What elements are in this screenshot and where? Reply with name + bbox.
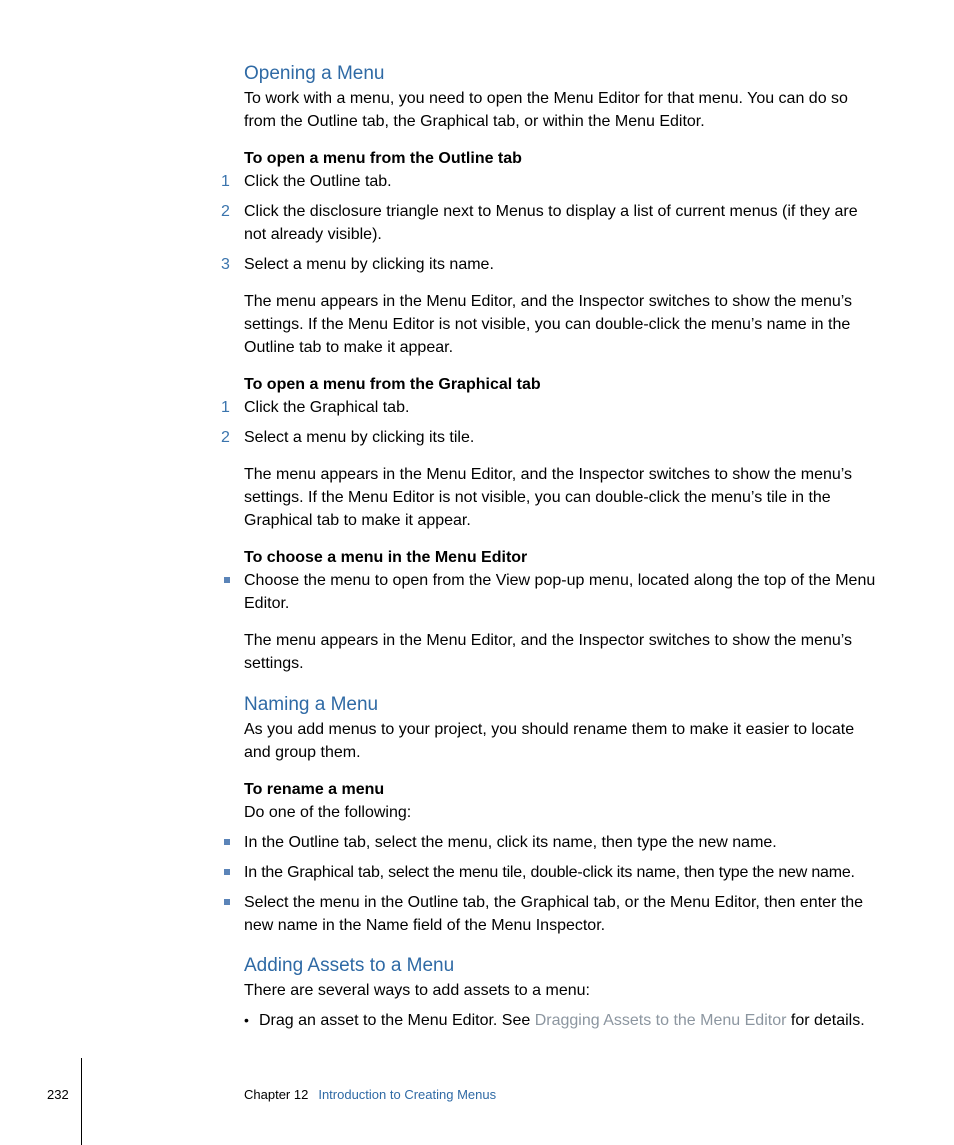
step-text: Select a menu by clicking its name.	[244, 256, 494, 273]
graphical-result: The menu appears in the Menu Editor, and the Inspector switches to show the menu’s settings. If the Menu Editor is not visible, you can double-click the menu’s tile in the Graphical tab to make it appear.	[244, 466, 853, 529]
subheading-rename: To rename a menu	[244, 781, 385, 798]
step-number: 3	[221, 256, 230, 273]
bullet-square-icon	[224, 869, 230, 875]
step-text: Click the Graphical tab.	[244, 399, 410, 416]
dragging-assets-link[interactable]: Dragging Assets to the Menu Editor	[534, 1012, 787, 1029]
assets-bullet-pre: Drag an asset to the Menu Editor. See	[259, 1012, 535, 1029]
step-text: Click the Outline tab.	[244, 173, 392, 190]
assets-bullet	[259, 1009, 865, 1032]
page-number: 232	[47, 1087, 69, 1102]
rename-lead: Do one of the following:	[244, 804, 412, 821]
step-text: Select a menu by clicking its tile.	[244, 429, 475, 446]
subheading-editor: To choose a menu in the Menu Editor	[244, 549, 528, 566]
outline-result: The menu appears in the Menu Editor, and the Inspector switches to show the menu’s settings. If the Menu Editor is not visible, you can double-click the menu’s name in the Outline tab to make it appear.	[244, 293, 853, 356]
assets-intro: There are several ways to add assets to a menu:	[244, 982, 590, 999]
subheading-graphical: To open a menu from the Graphical tab	[244, 376, 541, 393]
naming-intro: As you add menus to your project, you should rename them to make it easier to locate and group them.	[244, 721, 855, 761]
bullet-text: Select the menu in the Outline tab, the Graphical tab, or the Menu Editor, then enter the new name in the Name field of the Menu Inspector.	[244, 894, 864, 934]
opening-intro: To work with a menu, you need to open the Menu Editor for that menu. You can do so from the Outline tab, the Graphical tab, or within the Menu Editor.	[244, 90, 848, 130]
editor-result: The menu appears in the Menu Editor, and the Inspector switches to show the menu’s settings.	[244, 632, 853, 672]
bullet-text: In the Graphical tab, select the menu tile, double-click its name, then type the new name.	[244, 864, 855, 881]
bullet-text: In the Outline tab, select the menu, click its name, then type the new name.	[244, 834, 777, 851]
step-number: 2	[221, 429, 230, 446]
bullet-square-icon	[224, 839, 230, 845]
chapter-title-link[interactable]: Introduction to Creating Menus	[318, 1087, 497, 1102]
subheading-outline: To open a menu from the Outline tab	[244, 150, 522, 167]
footer-chapter	[244, 1086, 496, 1104]
bullet-dot-icon: •	[244, 1012, 249, 1028]
heading-naming-a-menu: Naming a Menu	[244, 694, 379, 715]
step-number: 2	[221, 203, 230, 220]
heading-opening-a-menu: Opening a Menu	[244, 63, 385, 84]
bullet-text: Choose the menu to open from the View pop-up menu, located along the top of the Menu Editor.	[244, 572, 876, 612]
step-number: 1	[221, 173, 230, 190]
bullet-square-icon	[224, 577, 230, 583]
heading-adding-assets: Adding Assets to a Menu	[244, 955, 455, 976]
footer-divider	[81, 1058, 82, 1145]
bullet-square-icon	[224, 899, 230, 905]
step-number: 1	[221, 399, 230, 416]
step-text: Click the disclosure triangle next to Menus to display a list of current menus (if they are not already visible).	[244, 203, 858, 243]
assets-bullet-post: for details.	[786, 1012, 865, 1029]
chapter-label: Chapter 12	[244, 1087, 309, 1102]
